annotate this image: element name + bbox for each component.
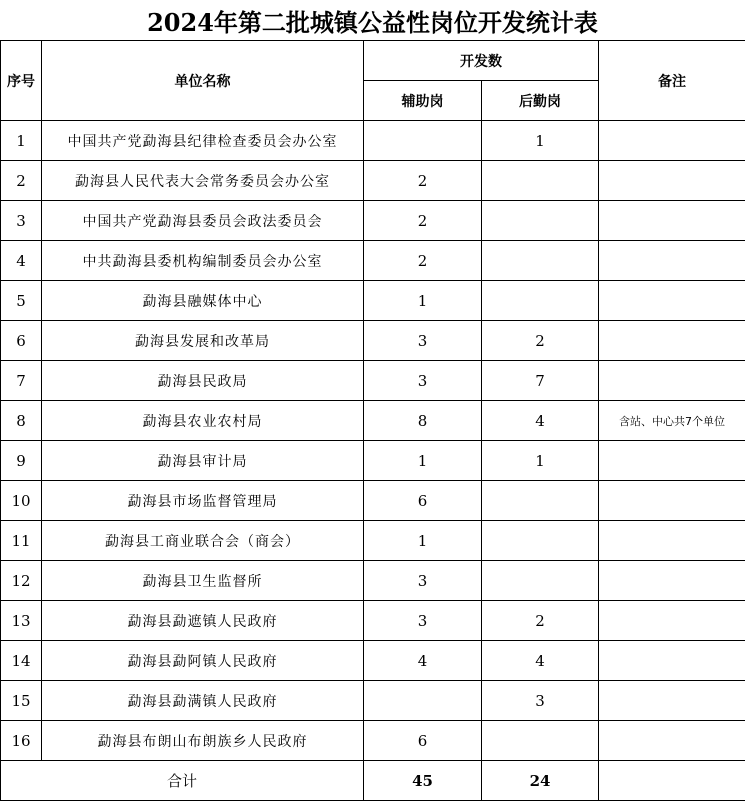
total-note [599,761,745,801]
stats-table [0,40,745,801]
row-logistics-count [482,561,599,601]
row-unit-name: 勐海县勐遮镇人民政府 [42,601,364,641]
row-aux-count: 2 [364,201,482,241]
header-unit: 单位名称 [42,41,364,121]
row-note [599,241,745,281]
row-note: 含站、中心共7个单位 [599,401,745,441]
row-unit-name: 勐海县融媒体中心 [42,281,364,321]
row-aux-count: 3 [364,321,482,361]
row-unit-name: 勐海县审计局 [42,441,364,481]
row-seq: 6 [1,321,42,361]
row-logistics-count: 1 [482,441,599,481]
row-note [599,721,745,761]
row-logistics-count [482,521,599,561]
row-note [599,161,745,201]
row-logistics-count: 7 [482,361,599,401]
row-note [599,361,745,401]
row-aux-count: 2 [364,161,482,201]
row-note [599,561,745,601]
row-seq: 5 [1,281,42,321]
row-unit-name: 中国共产党勐海县纪律检查委员会办公室 [42,121,364,161]
row-unit-name: 勐海县布朗山布朗族乡人民政府 [42,721,364,761]
row-aux-count: 2 [364,241,482,281]
row-unit-name: 勐海县卫生监督所 [42,561,364,601]
header-dev-count: 开发数 [364,41,599,81]
row-note [599,681,745,721]
page-title: 2024年第二批城镇公益性岗位开发统计表 [147,7,598,37]
row-note [599,441,745,481]
row-aux-count: 8 [364,401,482,441]
row-seq: 11 [1,521,42,561]
row-seq: 8 [1,401,42,441]
row-unit-name: 勐海县勐满镇人民政府 [42,681,364,721]
row-seq: 12 [1,561,42,601]
row-logistics-count [482,161,599,201]
table-row [1,401,745,441]
row-note [599,321,745,361]
table-row [1,721,745,761]
row-unit-name: 中共勐海县委机构编制委员会办公室 [42,241,364,281]
row-seq: 14 [1,641,42,681]
total-row [1,761,745,801]
header-aux: 辅助岗 [364,81,482,121]
total-label: 合计 [1,761,364,801]
row-seq: 16 [1,721,42,761]
table-row [1,441,745,481]
row-note [599,121,745,161]
row-unit-name: 勐海县市场监督管理局 [42,481,364,521]
row-note [599,601,745,641]
row-logistics-count: 4 [482,641,599,681]
table-row [1,161,745,201]
row-seq: 3 [1,201,42,241]
row-unit-name: 勐海县勐阿镇人民政府 [42,641,364,681]
table-row [1,361,745,401]
row-aux-count: 1 [364,281,482,321]
row-logistics-count: 2 [482,321,599,361]
table-row [1,121,745,161]
table-row [1,561,745,601]
total-aux: 45 [364,761,482,801]
row-unit-name: 勐海县人民代表大会常务委员会办公室 [42,161,364,201]
row-seq: 4 [1,241,42,281]
row-aux-count: 4 [364,641,482,681]
row-logistics-count [482,201,599,241]
row-seq: 15 [1,681,42,721]
row-note [599,481,745,521]
row-logistics-count: 2 [482,601,599,641]
row-logistics-count: 3 [482,681,599,721]
row-aux-count: 3 [364,601,482,641]
table-row [1,641,745,681]
row-aux-count: 6 [364,721,482,761]
header-logistics: 后勤岗 [482,81,599,121]
row-note [599,281,745,321]
row-aux-count: 3 [364,561,482,601]
row-aux-count: 1 [364,441,482,481]
row-unit-name: 勐海县民政局 [42,361,364,401]
header-note: 备注 [599,41,745,121]
row-unit-name: 勐海县工商业联合会（商会） [42,521,364,561]
row-aux-count [364,681,482,721]
row-logistics-count: 4 [482,401,599,441]
row-seq: 10 [1,481,42,521]
table-row [1,321,745,361]
row-note [599,641,745,681]
table-row [1,481,745,521]
table-body [1,121,745,761]
row-aux-count [364,121,482,161]
row-seq: 13 [1,601,42,641]
row-unit-name: 中国共产党勐海县委员会政法委员会 [42,201,364,241]
row-aux-count: 1 [364,521,482,561]
table-row [1,281,745,321]
row-logistics-count: 1 [482,121,599,161]
row-seq: 7 [1,361,42,401]
row-seq: 2 [1,161,42,201]
table-row [1,201,745,241]
row-aux-count: 3 [364,361,482,401]
table-row [1,601,745,641]
row-seq: 9 [1,441,42,481]
table-row [1,241,745,281]
row-note [599,521,745,561]
table-row [1,681,745,721]
row-unit-name: 勐海县农业农村局 [42,401,364,441]
row-logistics-count [482,481,599,521]
row-logistics-count [482,281,599,321]
row-aux-count: 6 [364,481,482,521]
row-logistics-count [482,721,599,761]
row-logistics-count [482,241,599,281]
row-note [599,201,745,241]
total-logistics: 24 [482,761,599,801]
table-row [1,521,745,561]
header-seq: 序号 [1,41,42,121]
row-seq: 1 [1,121,42,161]
row-unit-name: 勐海县发展和改革局 [42,321,364,361]
